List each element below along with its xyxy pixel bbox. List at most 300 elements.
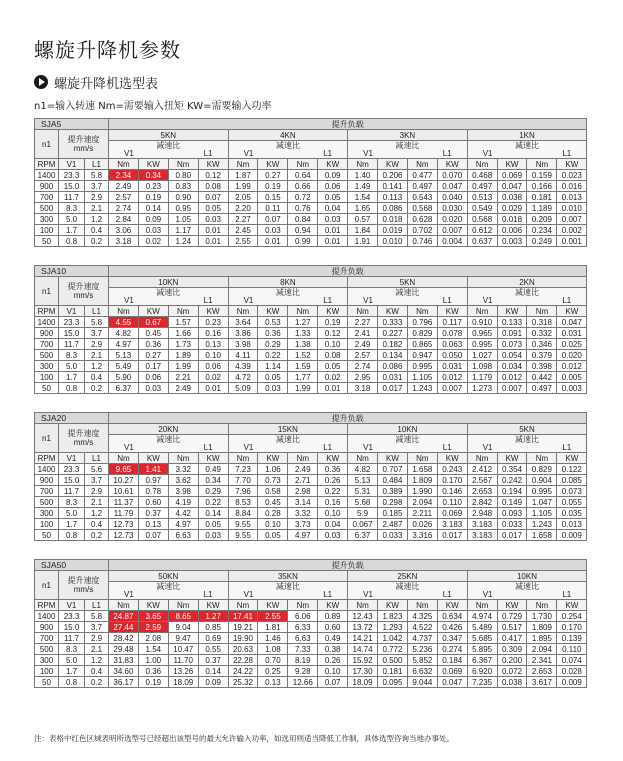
table-cell: 3.86 — [228, 328, 258, 339]
table-cell: 1.293 — [378, 622, 408, 633]
table-cell: 19.21 — [228, 622, 258, 633]
table-cell: 1.06 — [258, 464, 288, 475]
table-row — [35, 328, 587, 339]
table-cell: 0.23 — [138, 181, 168, 192]
table-cell: 2.74 — [348, 361, 378, 372]
table-cell: 0.069 — [497, 170, 527, 181]
col-nm: Nm — [109, 159, 139, 170]
load-header: 5KN — [348, 277, 468, 288]
table-cell: 0.19 — [138, 677, 168, 688]
col-nm: Nm — [168, 159, 198, 170]
table-cell: 0.007 — [437, 383, 467, 394]
table-cell: 0.23 — [198, 317, 228, 328]
table-cell: 0.069 — [437, 508, 467, 519]
table-cell: 6.37 — [348, 530, 378, 541]
table-cell: 0.468 — [467, 170, 497, 181]
col-kw: KW — [138, 306, 168, 317]
table-cell: 0.22 — [318, 486, 348, 497]
table-cell: 0.06 — [198, 361, 228, 372]
table-cell: 5.236 — [407, 644, 437, 655]
table-cell: 15.0 — [59, 622, 85, 633]
table-cell: 5.68 — [348, 497, 378, 508]
load-header: 20KN — [109, 424, 229, 435]
table-cell: 6.367 — [467, 655, 497, 666]
table-cell: 0.01 — [318, 383, 348, 394]
table-cell: 4.325 — [407, 611, 437, 622]
table-cell: 2.84 — [109, 214, 139, 225]
table-cell: 4.42 — [168, 508, 198, 519]
table-cell: 3.98 — [228, 339, 258, 350]
lift-speed-label: 提升速度 — [67, 429, 100, 438]
col-kw: KW — [198, 600, 228, 611]
table-cell: 7.96 — [228, 486, 258, 497]
lift-speed-unit: mm/s — [73, 144, 94, 153]
table-cell: 0.029 — [497, 203, 527, 214]
table-row — [35, 225, 587, 236]
table-cell: 0.426 — [437, 622, 467, 633]
table-cell: 0.003 — [497, 236, 527, 247]
col-nm: Nm — [348, 306, 378, 317]
table-row — [35, 236, 587, 247]
table-cell: 3.183 — [467, 530, 497, 541]
table-cell: 0.007 — [437, 225, 467, 236]
table-cell: 0.772 — [378, 644, 408, 655]
col-kw: KW — [557, 453, 587, 464]
table-cell: 0.10 — [318, 339, 348, 350]
table-cell: 0.8 — [59, 677, 85, 688]
table-cell: 2.20 — [228, 203, 258, 214]
table-cell: 0.13 — [138, 519, 168, 530]
table-cell: 0.047 — [437, 181, 467, 192]
table-cell: 1.658 — [407, 464, 437, 475]
table-cell: 0.628 — [407, 214, 437, 225]
table-cell: 0.013 — [557, 192, 587, 203]
col-kw: KW — [318, 453, 348, 464]
table-cell: 6.632 — [407, 666, 437, 677]
table-cell: 7.23 — [228, 464, 258, 475]
table-cell: 0.012 — [437, 372, 467, 383]
col-nm: Nm — [467, 453, 497, 464]
table-cell: 0.73 — [258, 475, 288, 486]
table-cell: 3.183 — [467, 519, 497, 530]
table-cell: 5.49 — [109, 361, 139, 372]
table-cell: 0.76 — [288, 203, 318, 214]
table-cell: 6.920 — [467, 666, 497, 677]
table-cell: 0.166 — [527, 181, 557, 192]
table-cell: 0.040 — [437, 192, 467, 203]
table-cell: 36.17 — [109, 677, 139, 688]
col-kw: KW — [557, 159, 587, 170]
table-cell: 3.183 — [437, 519, 467, 530]
ratio-l1: L1 — [562, 296, 572, 305]
table-cell: 0.513 — [467, 192, 497, 203]
table-cell: 0.093 — [497, 508, 527, 519]
table-cell: 2.094 — [407, 497, 437, 508]
lift-speed-unit: mm/s — [73, 291, 94, 300]
table-cell: 0.318 — [527, 317, 557, 328]
col-kw: KW — [138, 600, 168, 611]
table-cell: 1400 — [35, 317, 59, 328]
table-cell: 2.1 — [85, 497, 109, 508]
ratio-sub — [230, 297, 347, 305]
table-cell: 100 — [35, 372, 59, 383]
table-cell: 0.02 — [138, 236, 168, 247]
col-nm: Nm — [407, 453, 437, 464]
table-cell: 2.98 — [288, 486, 318, 497]
table-cell: 0.34 — [198, 475, 228, 486]
table-cell: 0.017 — [378, 383, 408, 394]
table-row — [35, 666, 587, 677]
table-cell: 12.73 — [109, 530, 139, 541]
table-cell: 4.97 — [109, 339, 139, 350]
table-cell: 0.072 — [497, 666, 527, 677]
ratio-v1: V1 — [243, 296, 254, 305]
table-cell: 2.55 — [228, 236, 258, 247]
ratio-l1: L1 — [562, 149, 572, 158]
table-cell: 1.99 — [168, 361, 198, 372]
table-cell: 3.7 — [85, 328, 109, 339]
ratio-l1: L1 — [562, 590, 572, 599]
table-cell: 0.10 — [318, 508, 348, 519]
col-kw: KW — [198, 306, 228, 317]
col-kw: KW — [138, 453, 168, 464]
table-cell: 9.044 — [407, 677, 437, 688]
table-cell: 3.7 — [85, 475, 109, 486]
col-kw: KW — [378, 159, 408, 170]
table-cell: 1.54 — [138, 644, 168, 655]
table-cell: 2.1 — [85, 644, 109, 655]
table-cell: 1.027 — [467, 350, 497, 361]
table-cell: 0.8 — [59, 236, 85, 247]
selection-tables — [34, 118, 586, 688]
table-cell: 2.1 — [85, 203, 109, 214]
table-cell: 5.0 — [59, 655, 85, 666]
load-header: 10KN — [467, 571, 587, 582]
table-cell: 0.184 — [437, 655, 467, 666]
table-row — [35, 508, 587, 519]
table-cell: 0.12 — [198, 170, 228, 181]
table-cell: 1.40 — [348, 170, 378, 181]
table-cell: 12.73 — [109, 519, 139, 530]
table-cell: 0.017 — [437, 530, 467, 541]
col-rpm: RPM — [35, 159, 59, 170]
col-v1: V1 — [59, 600, 85, 611]
table-cell: 0.45 — [138, 328, 168, 339]
load-header: 5KN — [109, 130, 229, 141]
spec-table-sja20 — [34, 412, 587, 541]
col-kw: KW — [378, 453, 408, 464]
table-cell: 0.346 — [527, 339, 557, 350]
table-cell: 0.67 — [138, 317, 168, 328]
table-cell: 0.194 — [497, 486, 527, 497]
table-cell: 4.974 — [467, 611, 497, 622]
table-cell: 0.49 — [198, 464, 228, 475]
table-cell: 0.332 — [527, 328, 557, 339]
ratio-label: 减速比 — [275, 288, 300, 297]
table-cell: 0.60 — [318, 622, 348, 633]
table-cell: 0.274 — [437, 644, 467, 655]
table-cell: 0.047 — [497, 181, 527, 192]
table-row — [35, 317, 587, 328]
table-cell: 0.009 — [557, 677, 587, 688]
table-cell: 1.84 — [348, 225, 378, 236]
ratio-v1: V1 — [243, 443, 254, 452]
table-cell: 5.31 — [348, 486, 378, 497]
table-cell: 11.7 — [59, 339, 85, 350]
table-cell: 2.948 — [467, 508, 497, 519]
table-cell: 0.185 — [378, 508, 408, 519]
table-cell: 0.091 — [497, 328, 527, 339]
table-cell: 0.028 — [557, 666, 587, 677]
table-cell: 1400 — [35, 611, 59, 622]
table-cell: 100 — [35, 666, 59, 677]
ratio-label: 减速比 — [395, 141, 420, 150]
table-cell: 25.32 — [228, 677, 258, 688]
ratio-l1: L1 — [442, 296, 452, 305]
table-cell: 23.3 — [59, 170, 85, 181]
table-cell: 1.66 — [168, 328, 198, 339]
table-cell: 0.035 — [557, 508, 587, 519]
ratio-sub — [469, 150, 586, 158]
ratio-v1: V1 — [363, 443, 373, 452]
table-cell: 0.497 — [527, 383, 557, 394]
table-cell: 0.8 — [59, 383, 85, 394]
lift-speed-unit: mm/s — [73, 585, 94, 594]
ratio-v1: V1 — [482, 443, 493, 452]
table-cell: 1.273 — [467, 383, 497, 394]
ratio-v1: V1 — [482, 149, 493, 158]
table-cell: 1.14 — [258, 361, 288, 372]
table-cell: 0.05 — [318, 192, 348, 203]
table-cell: 2.412 — [467, 464, 497, 475]
col-nm: Nm — [288, 453, 318, 464]
col-nm: Nm — [168, 600, 198, 611]
ratio-v1: V1 — [124, 590, 134, 599]
table-row — [35, 497, 587, 508]
table-cell: 0.90 — [168, 192, 198, 203]
table-cell: 5.852 — [407, 655, 437, 666]
model-label: SJA20 — [35, 413, 109, 424]
table-cell: 0.182 — [378, 339, 408, 350]
table-cell: 0.309 — [497, 644, 527, 655]
col-nm: Nm — [407, 159, 437, 170]
table-cell: 0.181 — [378, 666, 408, 677]
table-cell: 0.018 — [378, 214, 408, 225]
lift-speed-header — [59, 424, 109, 453]
model-label: SJA10 — [35, 266, 109, 277]
table-cell: 0.702 — [407, 225, 437, 236]
table-cell: 20.63 — [228, 644, 258, 655]
table-cell: 0.159 — [527, 170, 557, 181]
table-cell: 4.19 — [168, 497, 198, 508]
table-cell: 0.038 — [497, 192, 527, 203]
ratio-header — [348, 582, 468, 600]
load-header: 2KN — [467, 277, 587, 288]
table-cell: 0.14 — [138, 203, 168, 214]
table-cell: 0.22 — [258, 350, 288, 361]
table-cell: 1.895 — [527, 633, 557, 644]
table-cell: 18.09 — [168, 677, 198, 688]
table-cell: 0.398 — [527, 361, 557, 372]
table-cell: 0.69 — [198, 633, 228, 644]
table-cell: 0.03 — [198, 214, 228, 225]
table-cell: 0.149 — [497, 497, 527, 508]
table-cell: 50 — [35, 383, 59, 394]
table-cell: 2.27 — [228, 214, 258, 225]
table-cell: 0.005 — [557, 372, 587, 383]
ratio-label: 减速比 — [514, 288, 539, 297]
table-cell: 2.49 — [109, 181, 139, 192]
ratio-v1: V1 — [124, 149, 134, 158]
ratio-sub — [349, 591, 466, 599]
table-cell: 4.55 — [109, 317, 139, 328]
table-cell: 0.484 — [378, 475, 408, 486]
table-row — [35, 170, 587, 181]
table-cell: 2.094 — [527, 644, 557, 655]
table-cell: 0.36 — [138, 666, 168, 677]
table-cell: 0.612 — [467, 225, 497, 236]
table-row — [35, 372, 587, 383]
table-cell: 0.06 — [138, 372, 168, 383]
table-cell: 1.99 — [228, 181, 258, 192]
table-cell: 15.0 — [59, 328, 85, 339]
ratio-v1: V1 — [363, 149, 373, 158]
table-cell: 50 — [35, 530, 59, 541]
table-cell: 0.38 — [318, 644, 348, 655]
table-cell: 0.007 — [557, 214, 587, 225]
table-cell: 0.904 — [527, 475, 557, 486]
footnote: 注：表格中红色区域表明所选型号已经超出该型号的最大允许输入功率，如选用则适当降低工作制，具体选型咨询当地办事处。 — [34, 734, 454, 743]
table-cell: 0.36 — [258, 328, 288, 339]
col-nm: Nm — [467, 600, 497, 611]
table-cell: 3.316 — [407, 530, 437, 541]
col-kw: KW — [258, 600, 288, 611]
table-cell: 1.243 — [527, 519, 557, 530]
table-cell: 0.012 — [497, 372, 527, 383]
table-cell: 900 — [35, 475, 59, 486]
table-cell: 1.77 — [288, 372, 318, 383]
col-kw: KW — [318, 600, 348, 611]
table-cell: 6.37 — [109, 383, 139, 394]
table-cell: 500 — [35, 497, 59, 508]
ratio-sub — [349, 444, 466, 452]
table-cell: 0.796 — [407, 317, 437, 328]
table-cell: 3.06 — [109, 225, 139, 236]
table-cell: 0.074 — [557, 655, 587, 666]
table-cell: 11.79 — [109, 508, 139, 519]
table-row — [35, 464, 587, 475]
ratio-l1: L1 — [323, 443, 333, 452]
ratio-label: 减速比 — [395, 435, 420, 444]
table-cell: 0.34 — [138, 170, 168, 181]
model-label: SJA50 — [35, 560, 109, 571]
table-cell: 0.03 — [138, 225, 168, 236]
table-cell: 29.48 — [109, 644, 139, 655]
table-cell: 0.06 — [318, 181, 348, 192]
table-cell: 0.8 — [59, 530, 85, 541]
col-kw: KW — [198, 453, 228, 464]
table-cell: 2.55 — [258, 611, 288, 622]
table-cell: 4.82 — [348, 464, 378, 475]
ratio-sub — [230, 444, 347, 452]
ratio-v1: V1 — [124, 296, 134, 305]
table-cell: 0.181 — [527, 192, 557, 203]
table-cell: 0.19 — [318, 317, 348, 328]
table-cell: 1.2 — [85, 361, 109, 372]
table-cell: 5.13 — [109, 350, 139, 361]
table-cell: 14.21 — [348, 633, 378, 644]
table-cell: 0.170 — [437, 475, 467, 486]
table-cell: 0.07 — [258, 214, 288, 225]
table-cell: 3.62 — [168, 475, 198, 486]
table-cell: 0.141 — [378, 181, 408, 192]
table-cell: 0.031 — [557, 328, 587, 339]
ratio-l1: L1 — [203, 590, 213, 599]
lift-speed-header — [59, 130, 109, 159]
col-kw: KW — [378, 306, 408, 317]
table-cell: 1.2 — [85, 508, 109, 519]
ratio-header — [109, 288, 229, 306]
col-nm: Nm — [109, 306, 139, 317]
col-kw: KW — [437, 306, 467, 317]
table-cell: 2.45 — [228, 225, 258, 236]
table-cell: 0.84 — [288, 214, 318, 225]
col-l1: L1 — [85, 306, 109, 317]
ratio-l1: L1 — [442, 590, 452, 599]
col-nm: Nm — [168, 306, 198, 317]
col-kw: KW — [437, 600, 467, 611]
table-cell: 5.8 — [85, 170, 109, 181]
table-cell: 0.03 — [318, 530, 348, 541]
table-cell: 0.97 — [138, 475, 168, 486]
table-cell: 8.53 — [228, 497, 258, 508]
ratio-header — [109, 141, 229, 159]
table-cell: 2.59 — [138, 622, 168, 633]
col-nm: Nm — [348, 453, 378, 464]
table-cell: 0.910 — [467, 317, 497, 328]
table-cell: 0.15 — [258, 192, 288, 203]
table-cell: 1.27 — [288, 317, 318, 328]
col-nm: Nm — [348, 159, 378, 170]
col-kw: KW — [497, 306, 527, 317]
table-cell: 15.92 — [348, 655, 378, 666]
ratio-v1: V1 — [243, 149, 254, 158]
table-cell: 700 — [35, 486, 59, 497]
table-row — [35, 214, 587, 225]
table-cell: 500 — [35, 203, 59, 214]
table-cell: 31.83 — [109, 655, 139, 666]
col-nm: Nm — [288, 159, 318, 170]
table-cell: 900 — [35, 328, 59, 339]
col-kw: KW — [557, 306, 587, 317]
table-cell: 0.001 — [557, 236, 587, 247]
table-cell: 9.28 — [288, 666, 318, 677]
table-row — [35, 486, 587, 497]
n1-label: n1 — [35, 277, 59, 306]
table-cell: 0.023 — [557, 170, 587, 181]
table-cell: 5.895 — [467, 644, 497, 655]
table-cell: 0.829 — [527, 464, 557, 475]
table-cell: 0.113 — [378, 192, 408, 203]
table-cell: 0.073 — [557, 486, 587, 497]
table-cell: 23.3 — [59, 464, 85, 475]
col-kw: KW — [318, 159, 348, 170]
table-cell: 1.52 — [288, 350, 318, 361]
ratio-header — [228, 288, 348, 306]
table-cell: 0.58 — [258, 486, 288, 497]
table-cell: 0.829 — [407, 328, 437, 339]
table-cell: 2.08 — [138, 633, 168, 644]
